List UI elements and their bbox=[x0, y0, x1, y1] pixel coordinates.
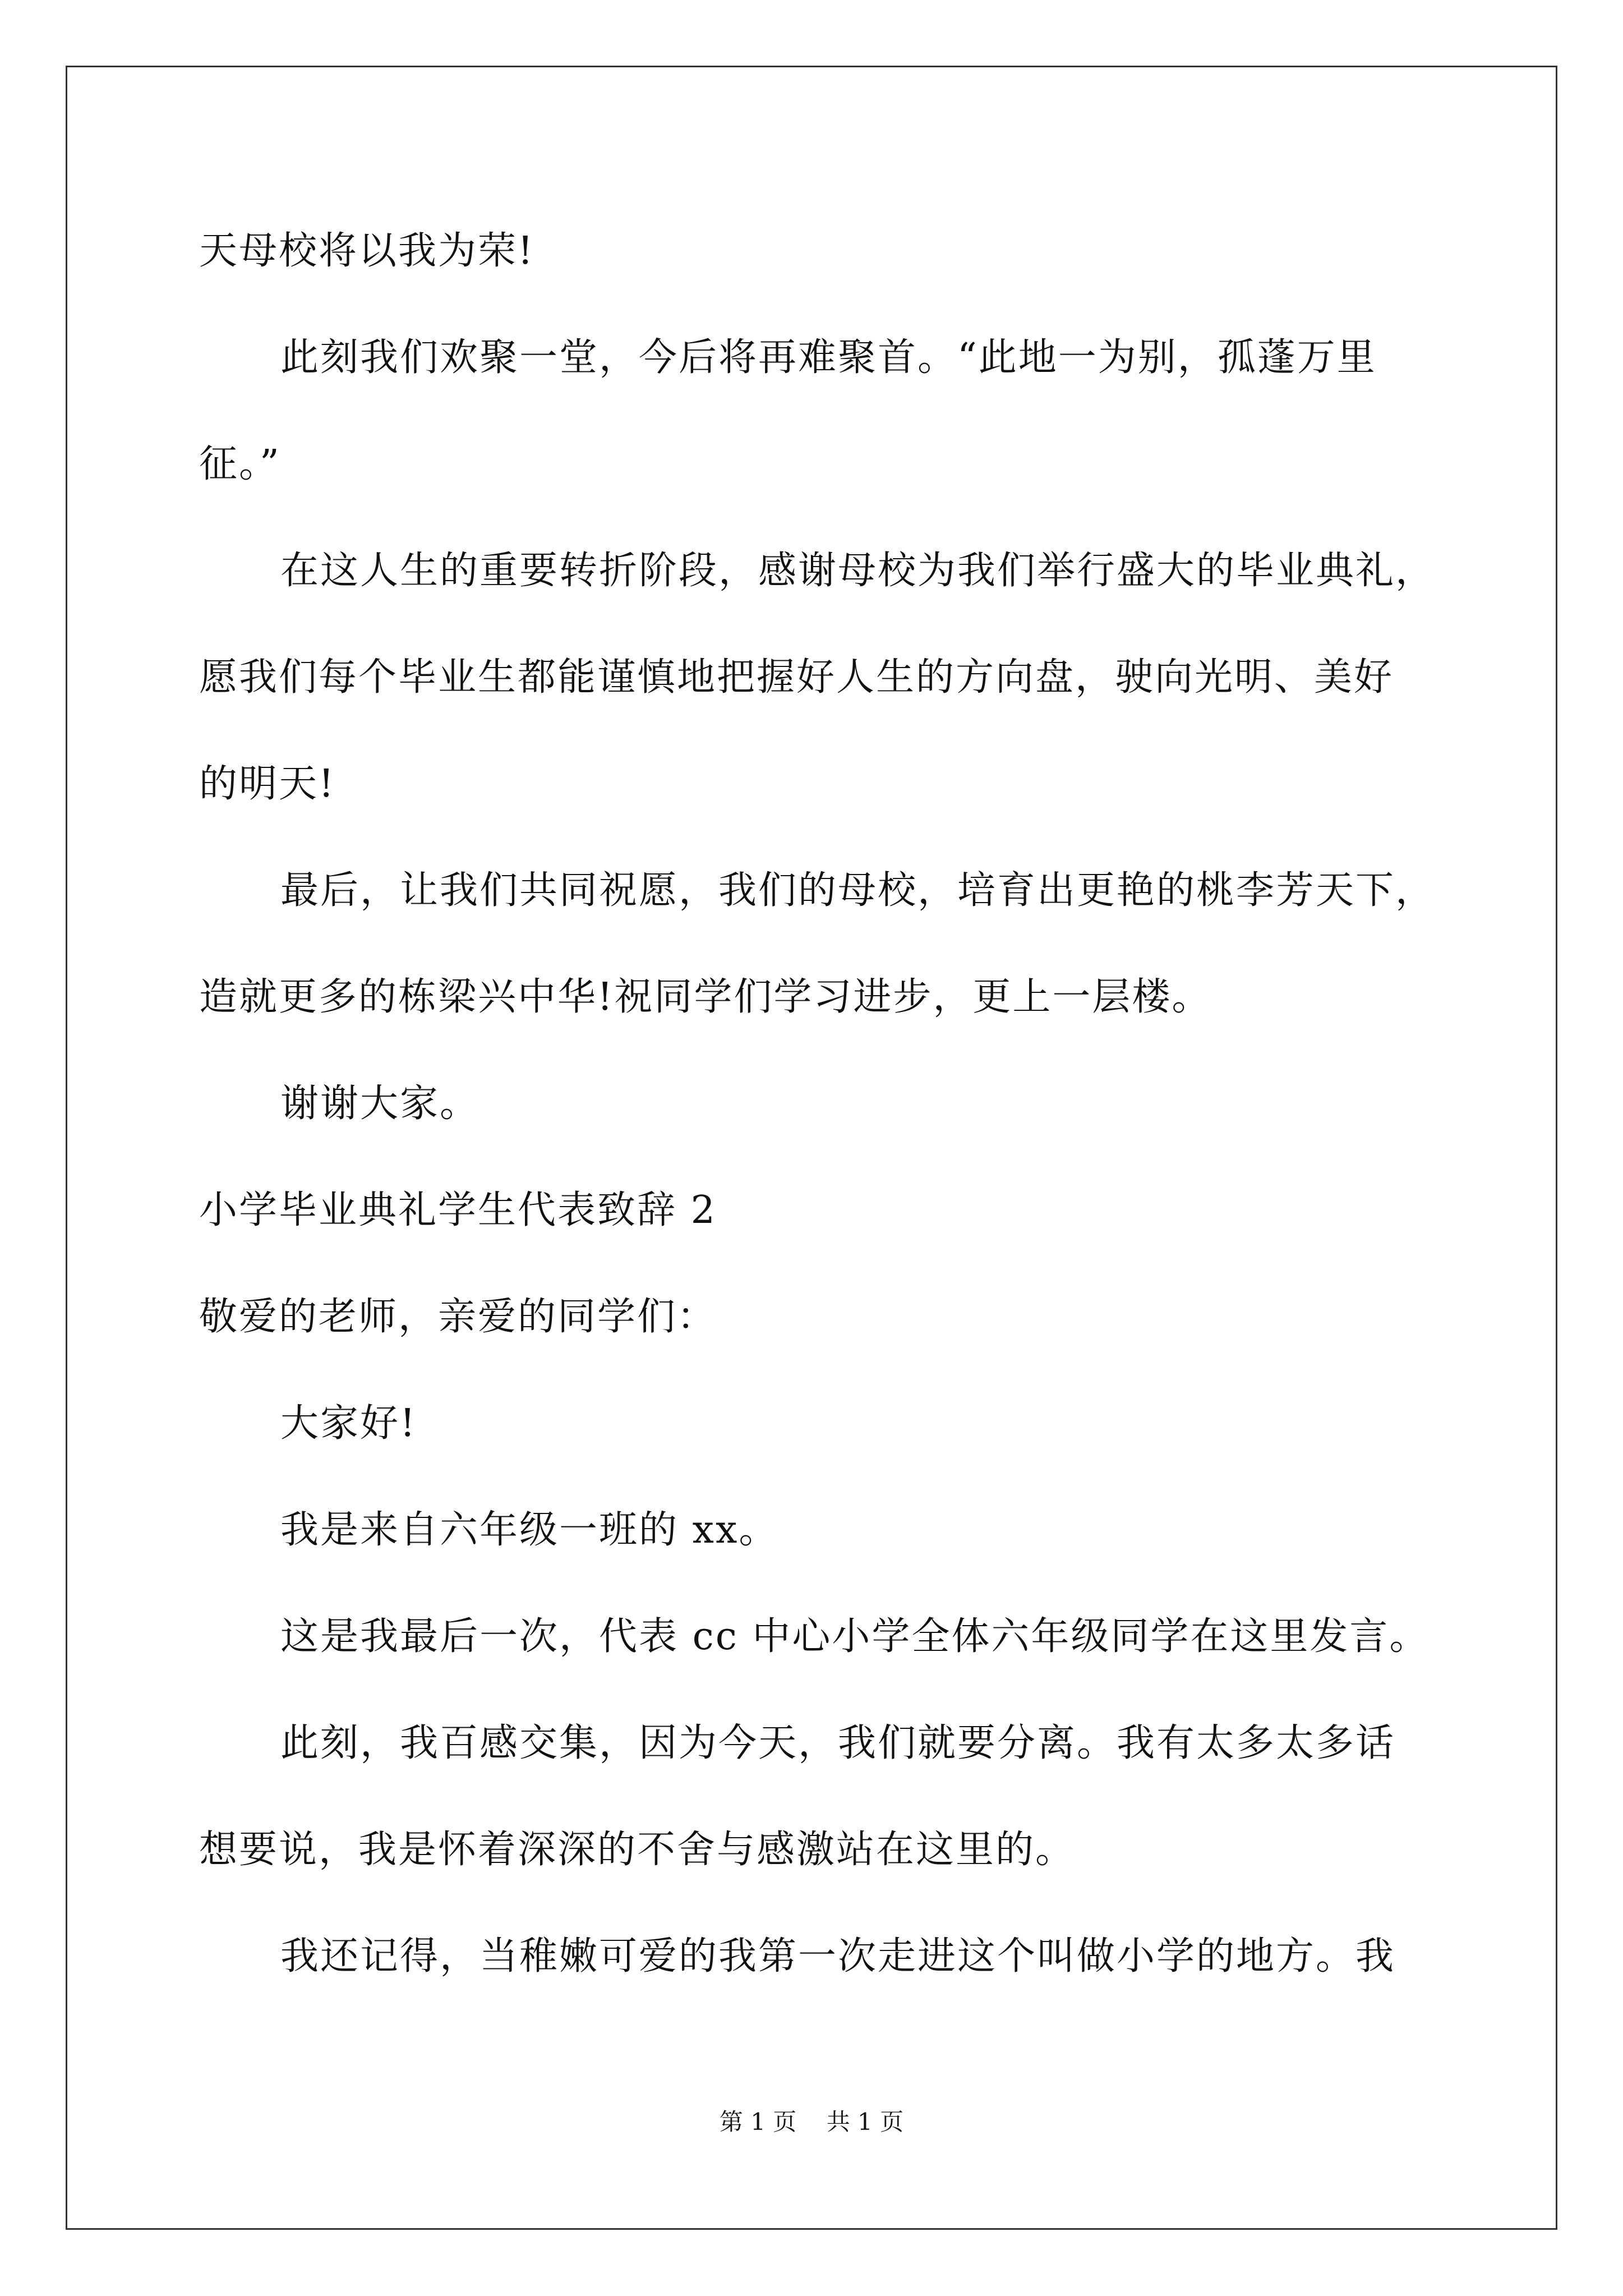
section-heading: 小学毕业典礼学生代表致辞 2 bbox=[199, 1188, 717, 1232]
text-line-1: 天母校将以我为荣! bbox=[199, 229, 535, 273]
text-line-3: 征。” bbox=[199, 442, 281, 486]
salutation-line: 敬爱的老师，亲爱的同学们： bbox=[199, 1295, 717, 1339]
text-line-2: 此刻我们欢聚一堂，今后将再难聚首。“此地一为别，孤蓬万里 bbox=[280, 335, 1377, 380]
text-line-9: 谢谢大家。 bbox=[280, 1082, 480, 1126]
text-line-6: 的明天! bbox=[199, 762, 336, 806]
text-line-5: 愿我们每个毕业生都能谨慎地把握好人生的方向盘，驶向光明、美好 bbox=[199, 655, 1394, 700]
text-line-16: 想要说，我是怀着深深的不舍与感激站在这里的。 bbox=[199, 1828, 1076, 1872]
text-line-7: 最后，让我们共同祝愿，我们的母校，培育出更艳的桃李芳天下， bbox=[280, 868, 1436, 913]
text-line-15: 此刻，我百感交集，因为今天，我们就要分离。我有太多太多话 bbox=[280, 1721, 1396, 1765]
page-footer: 第 1 页 共 1 页 bbox=[719, 2108, 904, 2136]
text-line-13: 我是来自六年级一班的 xx。 bbox=[280, 1508, 779, 1552]
text-line-8: 造就更多的栋梁兴中华!祝同学们学习进步，更上一层楼。 bbox=[199, 975, 1212, 1019]
text-line-12: 大家好! bbox=[280, 1401, 417, 1446]
text-line-17: 我还记得，当稚嫩可爱的我第一次走进这个叫做小学的地方。我 bbox=[280, 1934, 1396, 1978]
text-line-14: 这是我最后一次，代表 cc 中心小学全体六年级同学在这里发言。 bbox=[280, 1614, 1430, 1659]
text-line-4: 在这人生的重要转折阶段，感谢母校为我们举行盛大的毕业典礼， bbox=[280, 549, 1436, 593]
page-frame bbox=[66, 66, 1557, 2230]
